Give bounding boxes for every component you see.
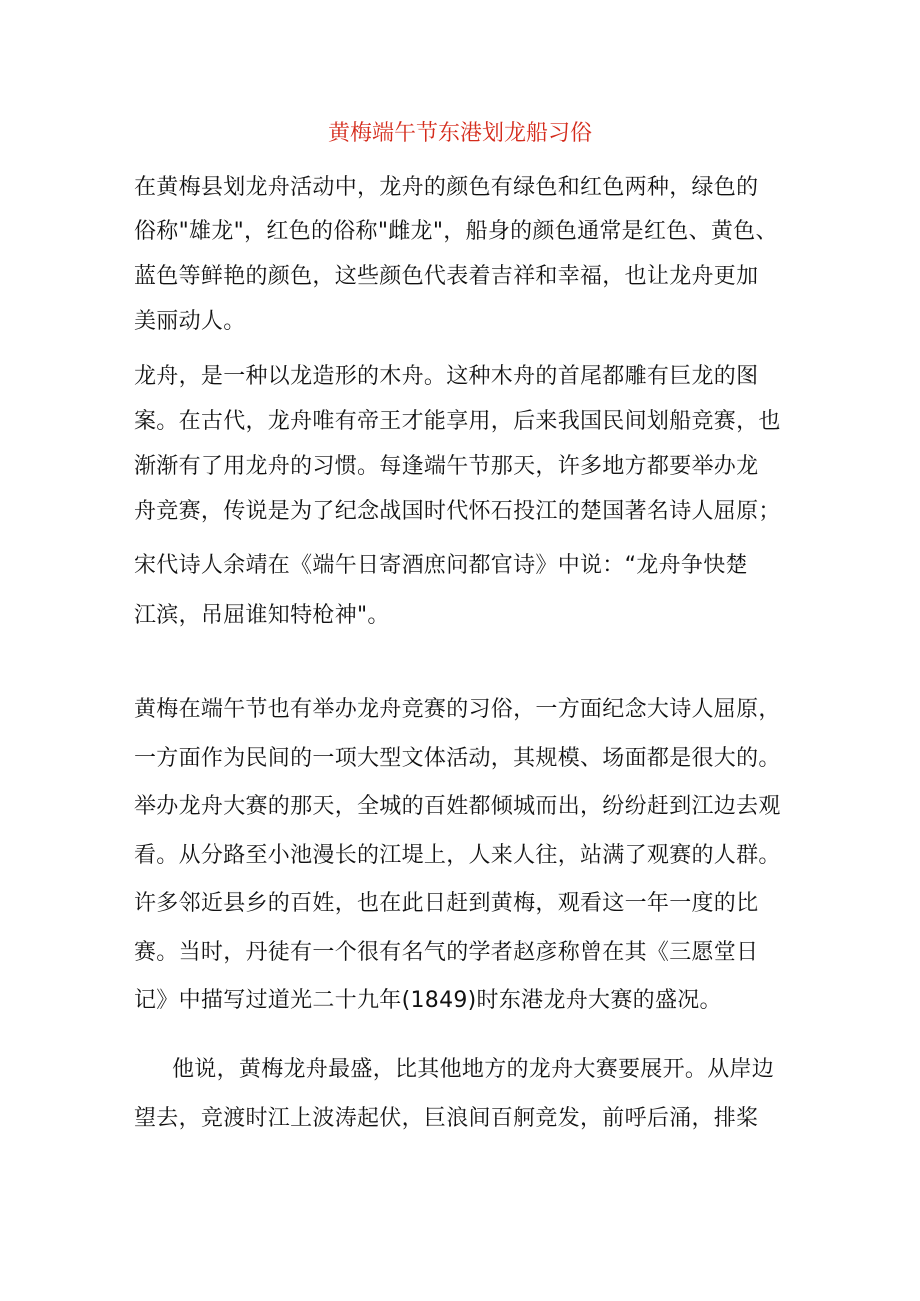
text-line: 赛。当时，丹徒有一个很有名气的学者赵彦称曾在其《三愿堂日	[134, 940, 759, 965]
text-line: 看。从分路至小池漫长的江堤上，人来人往，站满了观赛的人群。	[134, 843, 781, 868]
text-line: 俗称"雄龙"，红色的俗称"雌龙"，船身的颜色通常是红色、黄色、	[134, 219, 778, 244]
text-line: 许多邻近县乡的百姓，也在此日赶到黄梅，观看这一年一度的比	[134, 891, 759, 916]
text-line: 在黄梅县划龙舟活动中，龙舟的颜色有绿色和红色两种，绿色的	[134, 175, 759, 200]
text-line: 美丽动人。	[134, 309, 246, 334]
document-title: 黄梅端午节东港划龙船习俗	[327, 121, 592, 146]
text-line: 案。在古代，龙舟唯有帝王才能享用，后来我国民间划船竞赛，也	[134, 409, 781, 434]
text-line: 举办龙舟大赛的那天，全城的百姓都倾城而出，纷纷赶到江边去观	[134, 794, 781, 819]
text-line: 望去，竞渡时江上波涛起伏，巨浪间百舸竞发，前呼后涌，排桨	[134, 1106, 759, 1131]
text-line: 黄梅在端午节也有举办龙舟竞赛的习俗，一方面纪念大诗人屈原，	[134, 697, 781, 722]
text-line: 江滨，吊屈谁知特枪神"。	[134, 603, 390, 628]
text-line: 舟竞赛，传说是为了纪念战国时代怀石投江的楚国著名诗人屈原；	[134, 499, 781, 524]
text-line: 渐渐有了用龙舟的习惯。每逢端午节那天，许多地方都要举办龙	[134, 454, 759, 479]
text-line: 一方面作为民间的一项大型文体活动，其规模、场面都是很大的。	[134, 746, 781, 771]
text-line: 龙舟，是一种以龙造形的木舟。这种木舟的首尾都雕有巨龙的图	[134, 364, 759, 389]
text-line: 宋代诗人余靖在《端午日寄酒庶问都官诗》中说：“龙舟争快楚	[134, 553, 748, 578]
text-line: 他说，黄梅龙舟最盛，比其他地方的龙舟大赛要展开。从岸边	[172, 1057, 775, 1082]
text-line: 记》中描写过道光二十九年(1849)时东港龙舟大赛的盛况。	[134, 988, 722, 1013]
text-line: 蓝色等鲜艳的颜色，这些颜色代表着吉祥和幸福，也让龙舟更加	[134, 264, 759, 289]
